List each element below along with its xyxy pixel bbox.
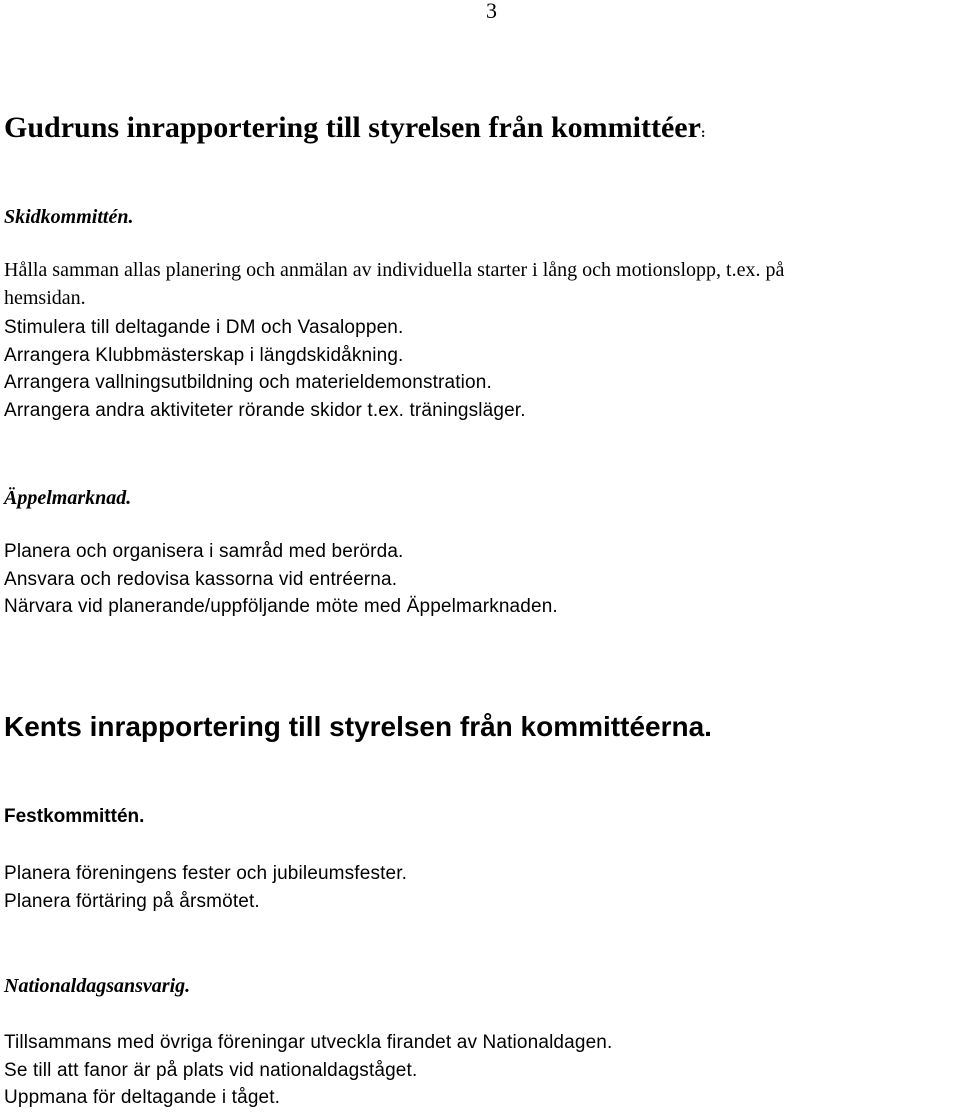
committee-heading-skid: Skidkommittén. <box>4 206 134 228</box>
section-title-gudrun <box>4 111 706 151</box>
list-item: Ansvara och redovisa kassorna vid entréerna. <box>4 568 398 590</box>
list-item: Stimulera till deltagande i DM och Vasaloppen. <box>4 317 404 338</box>
list-item: Planera och organisera i samråd med berörda. <box>4 541 404 562</box>
committee-heading-appelmarknad: Äppelmarknad. <box>4 487 132 509</box>
appelmarknad-task-list <box>4 538 960 621</box>
list-item: Se till att fanor är på plats vid nationaldagståget. <box>4 1059 418 1081</box>
committee-heading-nationaldag: Nationaldagsansvarig. <box>4 975 191 997</box>
section-title-kent: Kents inrapportering till styrelsen från kommittéerna. <box>4 711 712 742</box>
list-item: Tillsammans med övriga föreningar utveckla firandet av Nationaldagen. <box>4 1032 613 1053</box>
list-item: Arrangera andra aktiviteter rörande skidor t.ex. träningsläger. <box>4 399 526 421</box>
list-item: Arrangera vallningsutbildning och materieldemonstration. <box>4 372 492 393</box>
skid-intro-paragraph <box>4 257 960 312</box>
list-item: Planera föreningens fester och jubileumsfester. <box>4 863 408 884</box>
paragraph-line: hemsidan. <box>4 286 86 309</box>
section-title-text: Gudruns inrapportering till styrelsen från kommittéer <box>4 111 701 144</box>
committee-heading-fest: Festkommittén. <box>4 806 145 827</box>
list-item: Arrangera Klubbmästerskap i längdskidåkning. <box>4 344 404 366</box>
list-item: Planera förtäring på årsmötet. <box>4 890 260 912</box>
list-item: Närvara vid planerande/uppföljande möte med Äppelmarknaden. <box>4 596 558 617</box>
fest-task-list <box>4 860 960 915</box>
paragraph-line: Hålla samman allas planering och anmälan av individuella starter i lång och motionslopp, t.ex. på <box>4 259 785 281</box>
list-item: Uppmana för deltagande i tåget. <box>4 1087 281 1108</box>
skid-task-list <box>4 314 960 424</box>
section-title-suffix: : <box>700 126 706 141</box>
nationaldag-task-list <box>4 1029 960 1112</box>
page-number: 3 <box>486 0 497 23</box>
